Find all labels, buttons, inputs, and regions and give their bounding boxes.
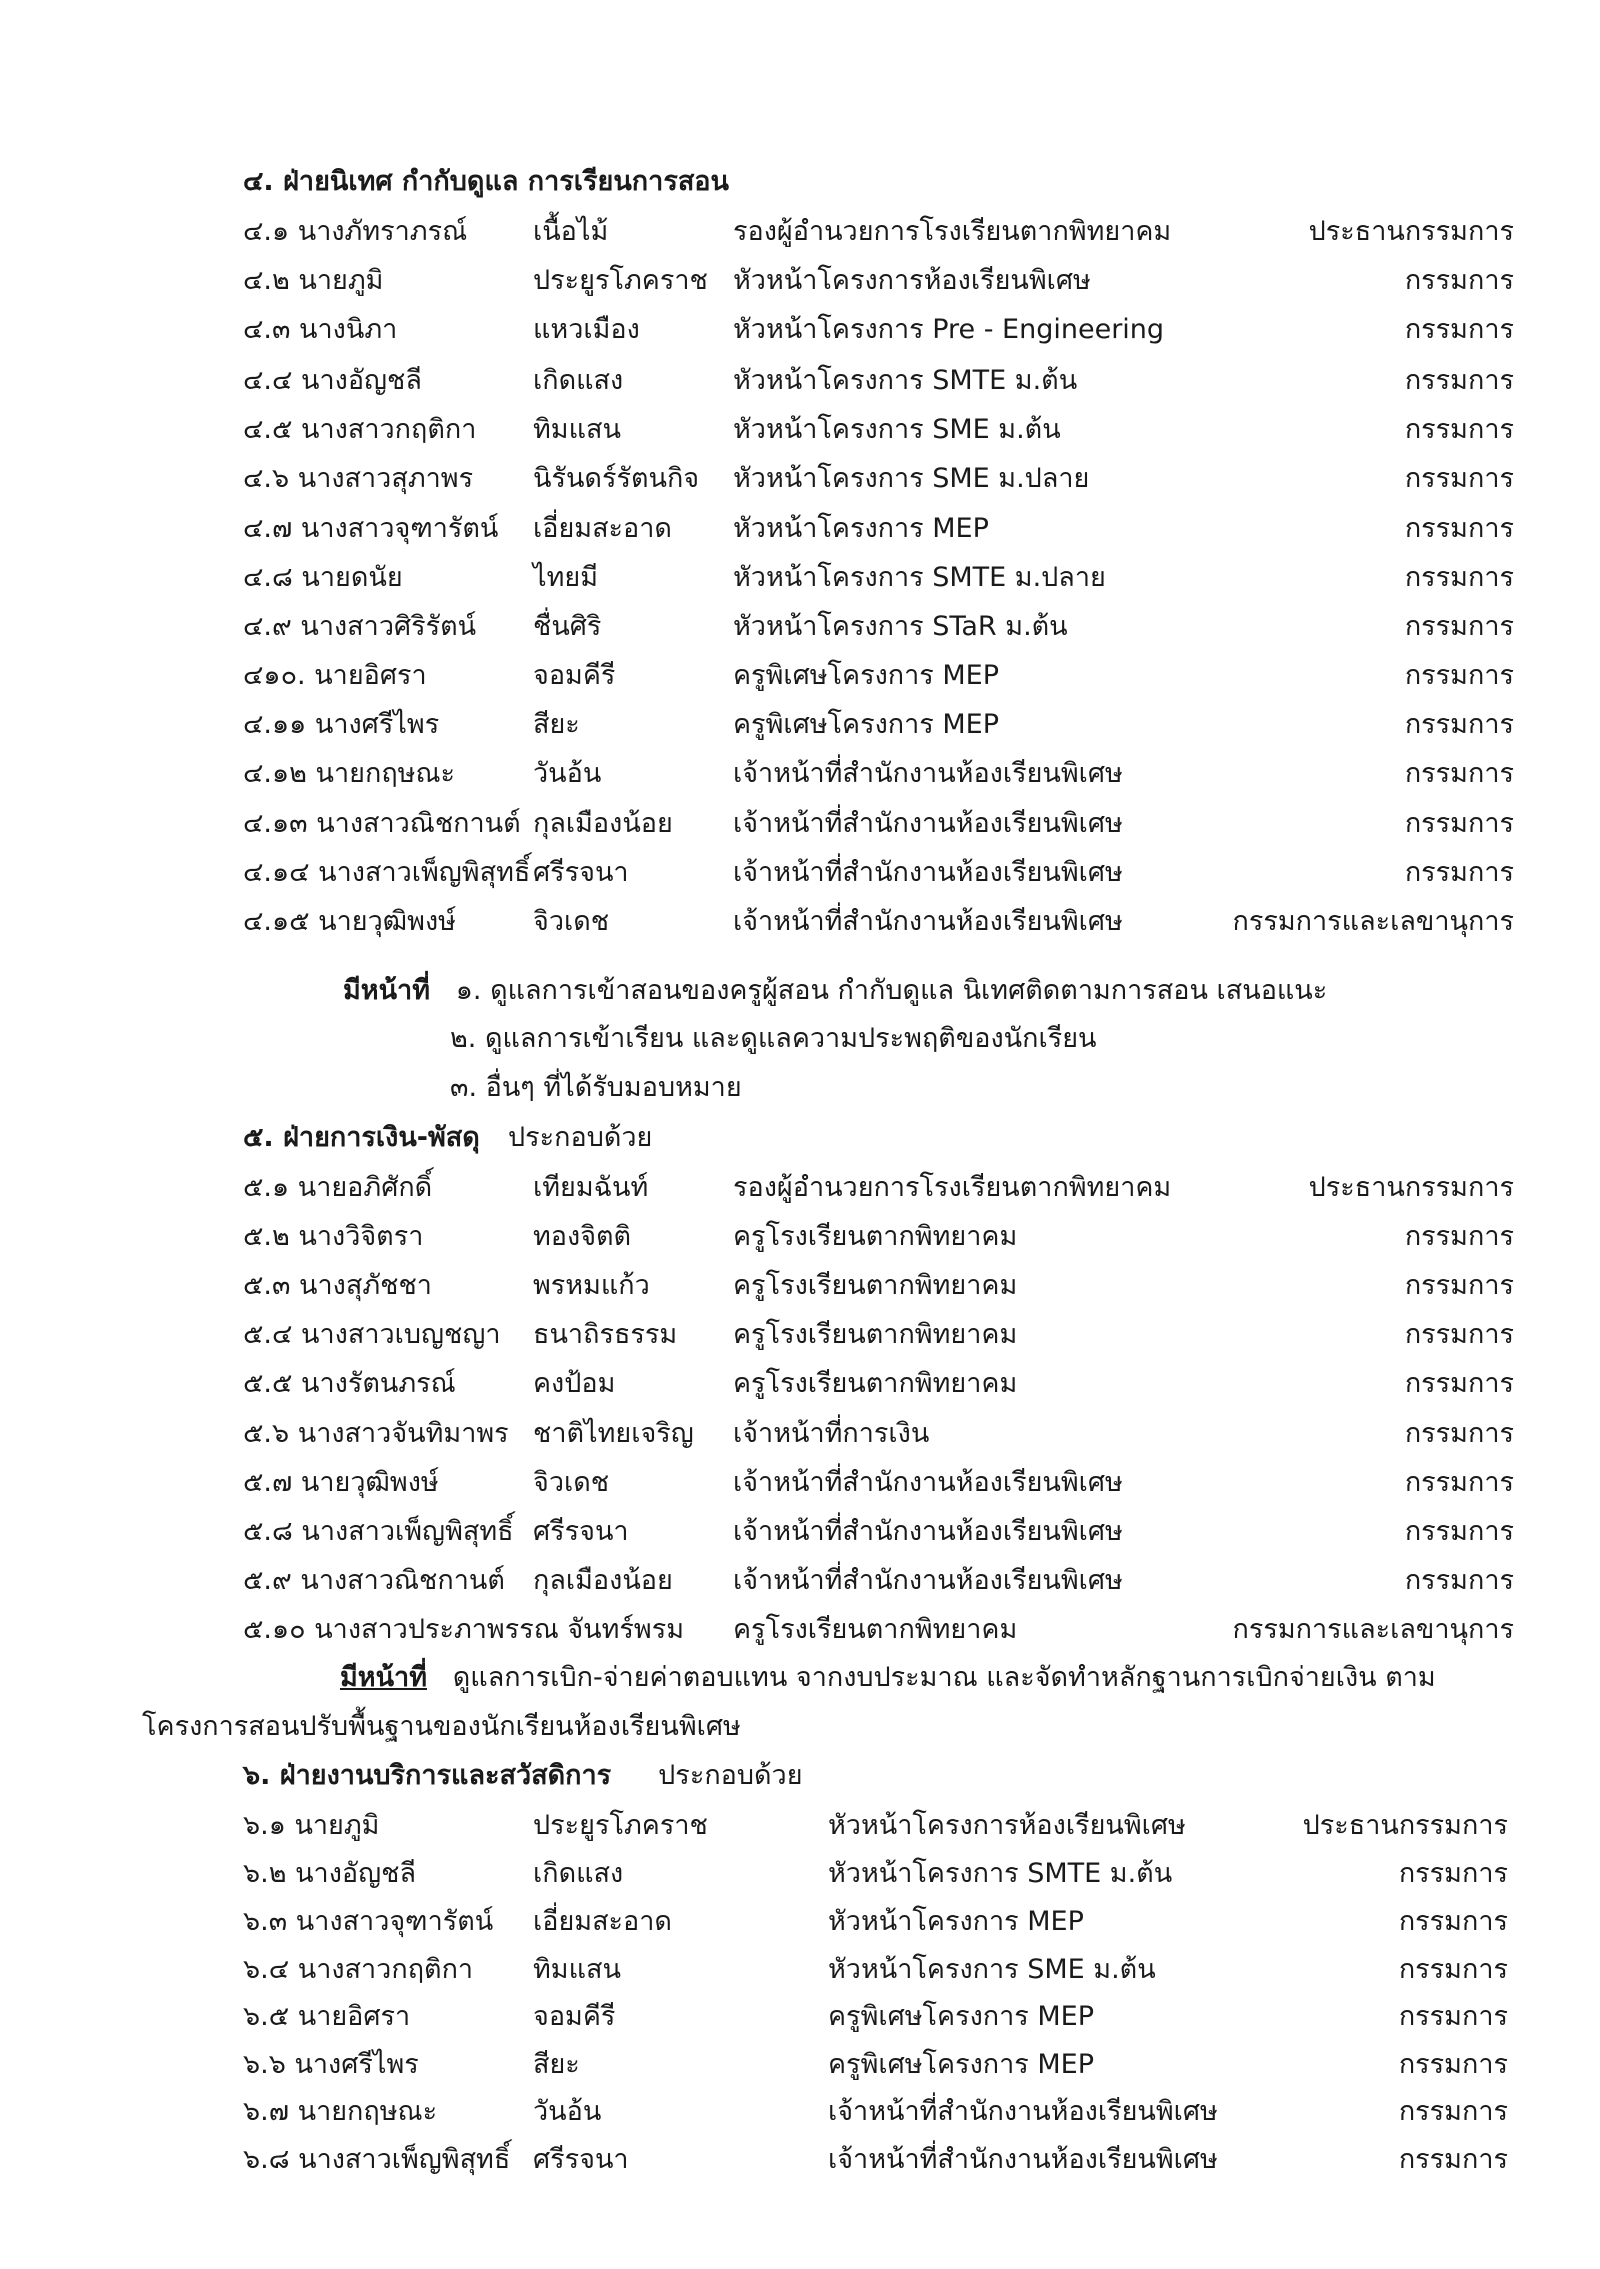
member-role: ประธานกรรมการ — [1308, 216, 1514, 247]
section4-duty-text — [343, 967, 1327, 1015]
member-name: ๔.๙ นางสาวศิริรัตน์ — [243, 611, 477, 642]
member-surname: ไทยมี — [533, 562, 598, 593]
member-role: กรรมการ — [1404, 1516, 1514, 1547]
member-position: เจ้าหน้าที่สำนักงานห้องเรียนพิเศษ — [733, 808, 1123, 839]
member-role: กรรมการ — [1404, 1368, 1514, 1399]
member-name: ๖.๗ นายกฤษณะ — [243, 2096, 438, 2127]
member-role: กรรมการ — [1404, 1221, 1514, 1252]
section5-title-extra: ประกอบด้วย — [508, 1122, 653, 1153]
table-row — [0, 2041, 1600, 2089]
member-name: ๖.๕ นายอิศรา — [243, 2001, 411, 2032]
table-row — [0, 357, 1600, 405]
member-role: กรรมการ — [1404, 1467, 1514, 1498]
table-row — [0, 898, 1600, 946]
member-position: หัวหน้าโครงการ SME ม.ปลาย — [733, 463, 1090, 494]
member-name: ๔.๒ นายภูมิ — [243, 265, 384, 296]
member-name: ๔.๑๔ นางสาวเพ็ญพิสุทธิ์ — [243, 857, 531, 888]
member-role: ประธานกรรมการ — [1302, 1810, 1508, 1841]
table-row — [0, 2136, 1600, 2184]
member-role: ประธานกรรมการ — [1308, 1172, 1514, 1203]
table-row — [0, 1946, 1600, 1994]
member-name: ๔.๖ นางสาวสุภาพร — [243, 463, 474, 494]
section4-duty-line — [0, 967, 1600, 1015]
table-row — [0, 1508, 1600, 1556]
table-row — [0, 1459, 1600, 1507]
member-surname: นิรันดร์รัตนกิจ — [533, 463, 700, 494]
member-surname: แหวเมือง — [533, 314, 640, 345]
member-role: กรรมการ — [1404, 463, 1514, 494]
member-surname: คงป้อม — [533, 1368, 616, 1399]
member-surname: พรหมแก้ว — [533, 1270, 650, 1301]
table-row — [0, 849, 1600, 897]
member-role: กรรมการและเลขานุการ — [1232, 1614, 1514, 1645]
member-position: เจ้าหน้าที่สำนักงานห้องเรียนพิเศษ — [733, 857, 1123, 888]
member-surname: เกิดแสง — [533, 365, 624, 396]
section5-duty-line — [0, 1654, 1600, 1702]
member-surname: เนื้อไม้ — [533, 216, 609, 247]
member-position: ครูพิเศษโครงการ MEP — [733, 709, 1000, 740]
member-name: ๕.๙ นางสาวณิชกานต์ — [243, 1565, 505, 1596]
member-position: หัวหน้าโครงการ SMTE ม.ปลาย — [733, 562, 1106, 593]
section5-duty-1: ดูแลการเบิก-จ่ายค่าตอบแทน จากงบประมาณ และจัดทำหลักฐานการเบิกจ่ายเงิน ตาม — [452, 1662, 1436, 1693]
member-surname: ประยูรโภคราช — [533, 265, 708, 296]
member-position: เจ้าหน้าที่สำนักงานห้องเรียนพิเศษ — [733, 758, 1123, 789]
member-role: กรรมการ — [1404, 611, 1514, 642]
table-row — [0, 1213, 1600, 1261]
table-row — [0, 455, 1600, 503]
table-row — [0, 1360, 1600, 1408]
section4-duty-line — [0, 1015, 1600, 1063]
member-position: เจ้าหน้าที่สำนักงานห้องเรียนพิเศษ — [733, 1467, 1123, 1498]
member-role: กรรมการ — [1404, 414, 1514, 445]
member-position: หัวหน้าโครงการ MEP — [733, 513, 989, 544]
member-name: ๔.๕ นางสาวกฤติกา — [243, 414, 477, 445]
section6-heading-text — [243, 1752, 803, 1800]
member-surname: ประยูรโภคราช — [533, 1810, 708, 1841]
member-surname: ศรีรจนา — [533, 1516, 629, 1547]
member-position: หัวหน้าโครงการ STaR ม.ต้น — [733, 611, 1068, 642]
section5-duty-2: โครงการสอนปรับพื้นฐานของนักเรียนห้องเรียนพิเศษ — [142, 1711, 741, 1742]
table-row — [0, 652, 1600, 700]
member-surname: วันอ้น — [533, 2096, 602, 2127]
table-row — [0, 1898, 1600, 1946]
member-name: ๔.๑๒ นายกฤษณะ — [243, 758, 456, 789]
member-surname: จิวเดช — [533, 906, 610, 937]
section5-heading-text — [243, 1114, 652, 1162]
member-role: กรรมการ — [1404, 365, 1514, 396]
member-name: ๕.๘ นางสาวเพ็ญพิสุทธิ์ — [243, 1516, 514, 1547]
member-name: ๖.๘ นางสาวเพ็ญพิสุทธิ์ — [243, 2144, 511, 2175]
table-row — [0, 1311, 1600, 1359]
section6-title: ๖. ฝ่ายงานบริการและสวัสดิการ — [243, 1760, 612, 1791]
member-surname: จิวเดช — [533, 1467, 610, 1498]
member-role: กรรมการและเลขานุการ — [1232, 906, 1514, 937]
member-surname: สียะ — [533, 2049, 580, 2080]
member-name: ๖.๖ นางศรีไพร — [243, 2049, 419, 2080]
section5-duty-line — [0, 1703, 1600, 1751]
section5-heading — [0, 1114, 1600, 1162]
section4-duty-label: มีหน้าที่ — [343, 975, 431, 1006]
member-position: ครูโรงเรียนตากพิทยาคม — [733, 1221, 1018, 1252]
member-position: หัวหน้าโครงการ SME ม.ต้น — [828, 1954, 1156, 1985]
member-surname: เอี่ยมสะอาด — [533, 1906, 672, 1937]
member-name: ๔.๔ นางอัญชลี — [243, 365, 422, 396]
member-role: กรรมการ — [1398, 1906, 1508, 1937]
member-role: กรรมการ — [1398, 2049, 1508, 2080]
member-role: กรรมการ — [1398, 2144, 1508, 2175]
member-surname: ทิมแสน — [533, 414, 621, 445]
member-name: ๕.๕ นางรัตนภรณ์ — [243, 1368, 456, 1399]
member-role: กรรมการ — [1404, 562, 1514, 593]
member-name: ๕.๑ นายอภิศักดิ์ — [243, 1172, 433, 1203]
member-role: กรรมการ — [1404, 660, 1514, 691]
member-position: หัวหน้าโครงการ SME ม.ต้น — [733, 414, 1061, 445]
member-position: ครูโรงเรียนตากพิทยาคม — [733, 1270, 1018, 1301]
member-position: หัวหน้าโครงการ SMTE ม.ต้น — [828, 1858, 1173, 1889]
member-surname: กุลเมืองน้อย — [533, 1565, 673, 1596]
member-surname: ธนาถิรธรรม — [533, 1319, 678, 1350]
member-name: ๕.๒ นางวิจิตรา — [243, 1221, 424, 1252]
member-role: กรรมการ — [1398, 1858, 1508, 1889]
member-name: ๕.๓ นางสุภัชชา — [243, 1270, 432, 1301]
member-role: กรรมการ — [1404, 314, 1514, 345]
member-surname: เกิดแสง — [533, 1858, 624, 1889]
member-name: ๔.๓ นางนิภา — [243, 314, 398, 345]
table-row — [0, 1850, 1600, 1898]
member-surname: ทองจิตติ — [533, 1221, 632, 1252]
member-role: กรรมการ — [1404, 709, 1514, 740]
member-role: กรรมการ — [1398, 2001, 1508, 2032]
table-row — [0, 800, 1600, 848]
member-role: กรรมการ — [1404, 1270, 1514, 1301]
member-position: ครูโรงเรียนตากพิทยาคม — [733, 1368, 1018, 1399]
member-position: หัวหน้าโครงการ MEP — [828, 1906, 1084, 1937]
member-name: ๖.๔ นางสาวกฤติกา — [243, 1954, 474, 1985]
table-row — [0, 750, 1600, 798]
section6-title-extra: ประกอบด้วย — [658, 1760, 803, 1791]
member-surname: เอี่ยมสะอาด — [533, 513, 672, 544]
member-name: ๕.๗ นายวุฒิพงษ์ — [243, 1467, 439, 1498]
member-name: ๕.๔ นางสาวเบญชญา — [243, 1319, 501, 1350]
table-row — [0, 1606, 1600, 1654]
member-name: ๔.๗ นางสาวจุฑารัตน์ — [243, 513, 499, 544]
member-position: หัวหน้าโครงการ SMTE ม.ต้น — [733, 365, 1078, 396]
member-name: ๕.๖ นางสาวจันทิมาพร — [243, 1418, 509, 1449]
member-position: เจ้าหน้าที่การเงิน — [733, 1418, 930, 1449]
member-position: ครูพิเศษโครงการ MEP — [733, 660, 1000, 691]
member-position: หัวหน้าโครงการห้องเรียนพิเศษ — [828, 1810, 1186, 1841]
member-role: กรรมการ — [1404, 808, 1514, 839]
member-surname: เทียมฉันท์ — [533, 1172, 649, 1203]
member-position: เจ้าหน้าที่สำนักงานห้องเรียนพิเศษ — [733, 1565, 1123, 1596]
section5-duty-text — [340, 1654, 1436, 1702]
member-name: ๔.๑๑ นางศรีไพร — [243, 709, 440, 740]
member-name: ๔.๑๓ นางสาวณิชกานต์ — [243, 808, 521, 839]
table-row — [0, 1410, 1600, 1458]
member-position: หัวหน้าโครงการห้องเรียนพิเศษ — [733, 265, 1091, 296]
member-position: เจ้าหน้าที่สำนักงานห้องเรียนพิเศษ — [828, 2096, 1218, 2127]
member-role: กรรมการ — [1404, 513, 1514, 544]
member-surname: ศรีรจนา — [533, 2144, 629, 2175]
member-position: รองผู้อำนวยการโรงเรียนตากพิทยาคม — [733, 1172, 1172, 1203]
member-position: เจ้าหน้าที่สำนักงานห้องเรียนพิเศษ — [828, 2144, 1218, 2175]
table-row — [0, 208, 1600, 256]
member-role: กรรมการ — [1398, 2096, 1508, 2127]
member-position: ครูโรงเรียนตากพิทยาคม — [733, 1614, 1018, 1645]
member-name: ๖.๓ นางสาวจุฑารัตน์ — [243, 1906, 494, 1937]
member-name: ๔.๑๕ นายวุฒิพงษ์ — [243, 906, 456, 937]
table-row — [0, 505, 1600, 553]
member-role: กรรมการ — [1404, 758, 1514, 789]
member-role: กรรมการ — [1404, 857, 1514, 888]
member-surname: ชาติไทยเจริญ — [533, 1418, 694, 1449]
member-role: กรรมการ — [1404, 265, 1514, 296]
member-surname: จอมคีรี — [533, 2001, 616, 2032]
table-row — [0, 2088, 1600, 2136]
member-name: ๖.๒ นางอัญชลี — [243, 1858, 416, 1889]
table-row — [0, 1262, 1600, 1310]
member-name: ๖.๑ นายภูมิ — [243, 1810, 380, 1841]
section4-duty-2: ๒. ดูแลการเข้าเรียน และดูแลความประพฤติของนักเรียน — [450, 1023, 1097, 1054]
table-row — [0, 554, 1600, 602]
member-role: กรรมการ — [1404, 1319, 1514, 1350]
member-surname: ศรีรจนา — [533, 857, 629, 888]
section5-title: ๕. ฝ่ายการเงิน-พัสดุ — [243, 1122, 480, 1153]
member-surname: วันอ้น — [533, 758, 602, 789]
member-surname: สียะ — [533, 709, 580, 740]
member-name: ๔.๘ นายดนัย — [243, 562, 403, 593]
member-position: รองผู้อำนวยการโรงเรียนตากพิทยาคม — [733, 216, 1172, 247]
table-row — [0, 1993, 1600, 2041]
table-row — [0, 1164, 1600, 1212]
section4-title: ๔. ฝ่ายนิเทศ กำกับดูแล การเรียนการสอน — [243, 166, 729, 197]
section6-heading — [0, 1752, 1600, 1800]
member-position: หัวหน้าโครงการ Pre - Engineering — [733, 314, 1165, 345]
section4-heading — [0, 158, 1600, 206]
table-row — [0, 603, 1600, 651]
table-row — [0, 701, 1600, 749]
table-row — [0, 257, 1600, 305]
member-role: กรรมการ — [1404, 1418, 1514, 1449]
member-name: ๕.๑๐ นางสาวประภาพรรณ จันทร์พรม — [243, 1614, 685, 1645]
member-surname: กุลเมืองน้อย — [533, 808, 673, 839]
section4-duty-3: ๓. อื่นๆ ที่ได้รับมอบหมาย — [450, 1072, 742, 1103]
section5-duty-label: มีหน้าที่ — [340, 1662, 428, 1693]
table-row — [0, 406, 1600, 454]
section4-duty-line — [0, 1064, 1600, 1112]
member-name: ๔.๑ นางภัทราภรณ์ — [243, 216, 468, 247]
table-row — [0, 1557, 1600, 1605]
member-surname: ทิมแสน — [533, 1954, 621, 1985]
section4-duty-1: ๑. ดูแลการเข้าสอนของครูผู้สอน กำกับดูแล นิเทศติดตามการสอน เสนอแนะ — [455, 975, 1328, 1006]
member-position: ครูโรงเรียนตากพิทยาคม — [733, 1319, 1018, 1350]
table-row — [0, 306, 1600, 354]
table-row — [0, 1802, 1600, 1850]
member-role: กรรมการ — [1398, 1954, 1508, 1985]
member-surname: จอมคีรี — [533, 660, 616, 691]
member-position: เจ้าหน้าที่สำนักงานห้องเรียนพิเศษ — [733, 1516, 1123, 1547]
member-role: กรรมการ — [1404, 1565, 1514, 1596]
member-position: ครูพิเศษโครงการ MEP — [828, 2049, 1095, 2080]
member-surname: ชื่นศิริ — [533, 611, 602, 642]
member-position: ครูพิเศษโครงการ MEP — [828, 2001, 1095, 2032]
member-name: ๔๑๐. นายอิศรา — [243, 660, 427, 691]
member-position: เจ้าหน้าที่สำนักงานห้องเรียนพิเศษ — [733, 906, 1123, 937]
